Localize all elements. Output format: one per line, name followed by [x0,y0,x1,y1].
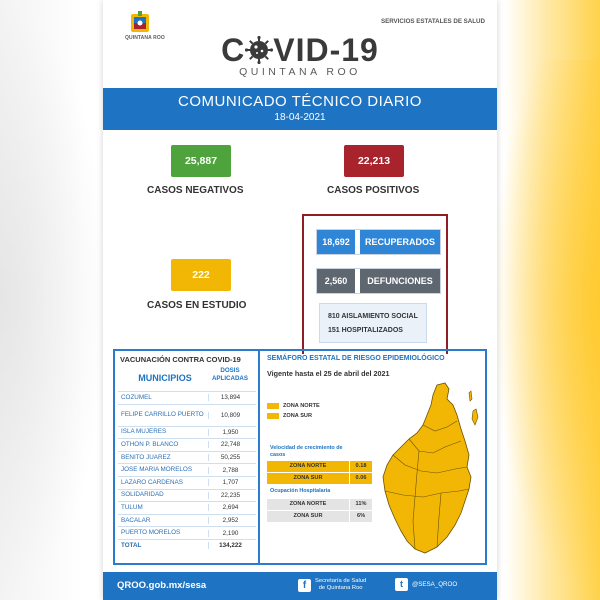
logo-text: QUINTANA ROO [125,35,165,41]
legend-swatch [267,403,279,409]
virus-icon [245,36,273,64]
municipality-cell: BACALAR [121,516,151,524]
twitter-icon: t [395,578,408,591]
table-total-row [118,539,256,552]
municipality-cell: OTHON P. BLANCO [121,440,179,448]
traffic-light-title: SEMÁFORO ESTATAL DE RIESGO EPIDEMIOLÓGICO [267,355,445,362]
twitter-handle: @SESA_QROO [412,581,458,588]
traffic-light-validity: Vigente hasta el 25 de abril del 2021 [267,369,390,378]
cases-under-study-label: CASOS EN ESTUDIO [147,300,247,311]
report-date: 18-04-2021 [274,112,326,123]
facebook-link[interactable] [298,578,366,592]
municipality-cell: SOLIDARIDAD [121,491,164,499]
municipality-cell: TULUM [121,503,143,511]
bulletin-document [103,0,497,600]
recovered-label: RECUPERADOS [360,230,440,254]
doses-cell: 22,235 [208,492,252,499]
table-row [118,526,256,539]
table-row [267,461,372,472]
table-row [267,511,372,522]
doses-cell: 13,894 [208,394,252,401]
cases-under-study-value: 222 [171,259,231,291]
vaccination-title: VACUNACIÓN CONTRA COVID-19 [120,355,241,364]
vaccination-and-traffic-light-panel [113,349,487,565]
table-row [118,514,256,527]
municipality-cell: BENITO JUAREZ [121,453,171,461]
isolation-hospitalization-box [319,303,427,343]
table-row [118,404,256,426]
social-isolation-text: 810 AISLAMIENTO SOCIAL [328,313,418,320]
doses-cell: 2,694 [208,504,252,511]
table-row [267,473,372,484]
table-row [118,463,256,476]
twitter-link[interactable] [395,578,457,591]
table-row [118,426,256,439]
doses-cell: 2,952 [208,517,252,524]
hospital-occupancy-title: Ocupación Hospitalaria [270,488,331,494]
hospitalized-text: 151 HOSPITALIZADOS [328,327,403,334]
page-subtitle: QUINTANA ROO [239,66,361,78]
title-left: C [221,32,246,68]
positive-cases-value: 22,213 [344,145,404,177]
background-right-glow [490,60,600,600]
legend-swatch [267,413,279,419]
agency-name: SERVICIOS ESTATALES DE SALUD [380,18,485,25]
background-left-glow [0,0,110,600]
table-row [267,499,372,510]
table-row [118,438,256,451]
value-cell: 0.06 [350,473,372,484]
facebook-line2: de Quintana Roo [318,585,363,591]
growth-rate-table [267,461,372,484]
footer-bar [103,572,497,600]
table-row [118,451,256,464]
zone-cell: ZONA SUR [267,473,349,484]
doses-cell: 50,255 [208,454,252,461]
total-value: 134,222 [208,542,252,549]
municipality-cell: ISLA MUJERES [121,428,167,436]
banner-title: COMUNICADO TÉCNICO DIARIO [178,93,422,110]
vaccination-table [118,391,256,552]
municipalities-header: MUNICIPIOS [138,373,192,383]
coat-of-arms-icon [129,10,151,34]
table-row [118,501,256,514]
title-right: VID-19 [273,32,379,68]
positive-cases-label: CASOS POSITIVOS [327,185,420,196]
facebook-line1: Secretaría de Salud [315,578,367,584]
deaths-row [316,268,441,294]
section-divider [258,351,260,563]
municipality-cell: LAZARO CARDENAS [121,478,183,486]
legend-south-zone [267,413,312,419]
doses-cell: 22,748 [208,441,252,448]
table-row [118,489,256,502]
doses-cell: 1,950 [208,429,252,436]
municipality-cell: JOSE MARIA MORELOS [121,466,193,474]
municipality-cell: FELIPE CARRILLO PUERTO [121,411,204,419]
doses-cell: 10,809 [208,412,252,419]
negative-cases-label: CASOS NEGATIVOS [147,185,244,196]
report-banner [103,88,497,130]
table-row [118,476,256,489]
quintana-roo-map [375,381,483,561]
value-cell: 0.18 [350,461,372,472]
doses-cell: 1,707 [208,479,252,486]
zone-cell: ZONA NORTE [267,461,349,472]
recovered-value: 18,692 [317,230,355,254]
page-title [103,32,497,69]
doses-header-line1: DOSIS [220,367,240,374]
zone-cell: ZONA SUR [267,511,349,522]
growth-rate-title [270,445,343,459]
facebook-text [315,578,366,592]
doses-cell: 2,190 [208,530,252,537]
deaths-value: 2,560 [317,269,355,293]
value-cell: 6% [350,511,372,522]
municipality-cell: PUERTO MORELOS [121,529,181,537]
legend-north-zone [267,403,320,409]
total-label: TOTAL [121,541,142,549]
doses-header-line2: APLICADAS [211,375,249,382]
doses-header [210,367,250,383]
website-link[interactable]: QROO.gob.mx/sesa [117,580,207,591]
value-cell: 11% [350,499,372,510]
facebook-icon: f [298,579,311,592]
legend-label: ZONA NORTE [283,403,320,409]
negative-cases-value: 25,887 [171,145,231,177]
table-row [118,391,256,404]
doses-cell: 2,788 [208,467,252,474]
deaths-label: DEFUNCIONES [360,269,440,293]
municipality-cell: COZUMEL [121,393,152,401]
growth-rate-title-line2: casos [270,452,286,458]
legend-label: ZONA SUR [283,413,313,419]
hospital-occupancy-table [267,499,372,522]
zone-cell: ZONA NORTE [267,499,349,510]
recovered-row [316,229,441,255]
growth-rate-title-line1: Velocidad de crecimiento de [270,445,343,451]
